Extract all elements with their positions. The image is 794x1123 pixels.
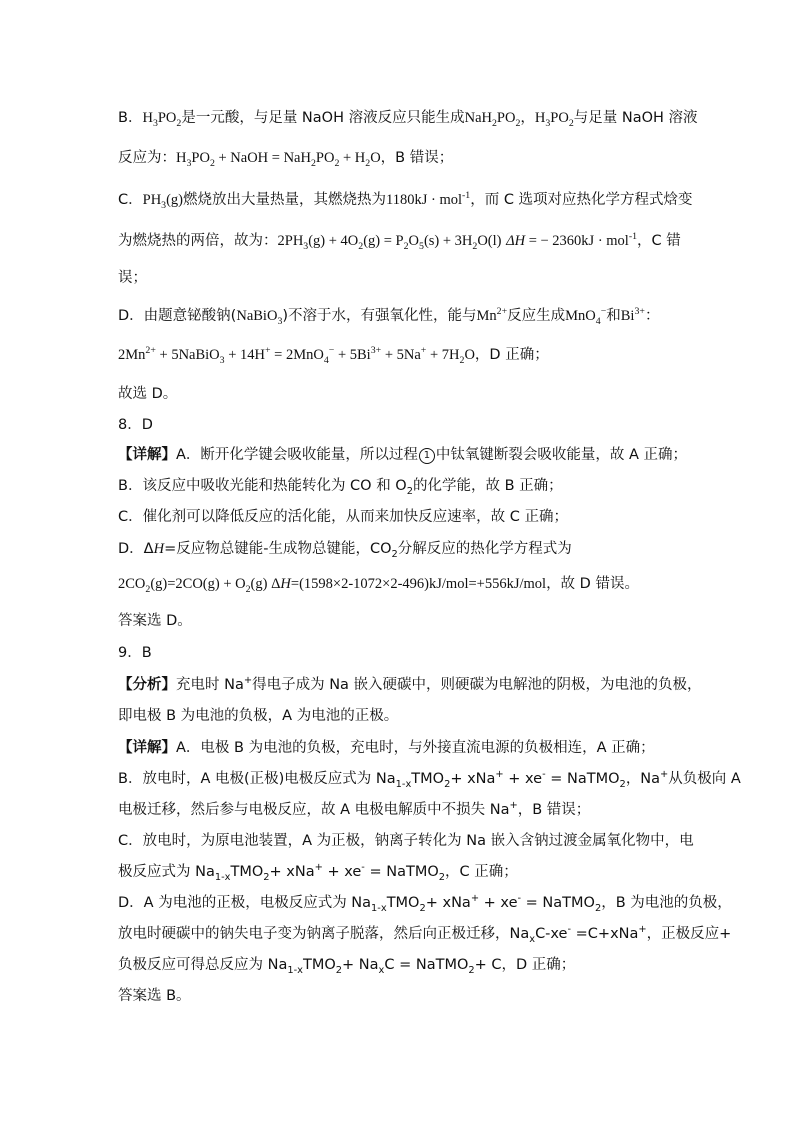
q9-detail-b-line2: 电极迁移，然后参与电极反应，故 A 电极电解质中不损失 Na+，B 错误； [118,800,591,818]
q9-answer: 答案选 B。 [118,988,191,1004]
q8-answer: 答案选 D。 [118,613,192,629]
q7-option-c-line2: 为燃烧热的两倍，故为：$2PH_3(g) + 4O_2(g) = P_2O_5(s) + 3H_2O(l) \Delta H$ = − 2360kJ · mol$^{-1}$，C 错 [118,231,681,252]
q9-detail-c-line2: 极反应式为 $Na_{1-x}TMO_2+ xNa^+ + xe^-$ = NaTMO$_2$，C 正确； [118,862,518,883]
q9-detail-d-line3: 负极反应可得总反应为 $Na_{1-x}TMO_2+ Na_xC$ = NaTMO$_2$+ C，D 正确； [118,957,576,976]
q7-answer: 故选 D。 [118,386,178,402]
q9-analysis-line2: 即电极 B 为电池的负极，A 为电池的正极。 [118,708,399,724]
q7-option-d-line2: $2Mn^{2+}$ + 5NaBiO$_3$ + $14H^+ = 2MnO_4^- + 5Bi^{3+} + 5Na^+ + 7H_2O$，D 正确； [118,345,549,366]
q9-detail-c-line1: C．放电时，为原电池装置，A 为正极，钠离子转化为 Na 嵌入含钠过渡金属氧化物中，电 [118,833,694,849]
q9-analysis-line1: 【分析】充电时 Na+得电子成为 Na 嵌入硬碳中，则硬碳为电解池的阴极，为电池的负极， [118,675,702,693]
q9-detail-d-line2: 放电时硬碳中的钠失电子变为钠离子脱落，然后向正极迁移，$Na_xC-xe^- =C+xNa^+$，正极反应+ [118,924,732,945]
q8-detail-d: D．ΔH=反应物总键能-生成物总键能，$CO_2$分解反应的热化学方程式为 [118,541,572,560]
q9-detail-a: 【详解】A．电极 B 为电池的负极，充电时，与外接直流电源的负极相连，A 正确； [118,740,655,756]
q8-detail-b: B．该反应中吸收光能和热能转化为 CO 和 $O_2$的化学能，故 B 正确； [118,478,563,497]
q9-number: 9．B [118,645,152,661]
q8-detail-a: 【详解】A．断开化学键会吸收能量，所以过程 1 中钛氧键断裂会吸收能量，故 A 正确； [118,447,688,463]
circled-number-icon: 1 [419,448,435,464]
q9-detail-b-line1: B．放电时，A 电极(正极)电极反应式为 $Na_{1-x}TMO_2+ xNa^+ + xe^-$ = NaTMO$_2$，Na+从负极向 A [118,769,741,790]
q7-option-c-line1: C．$PH_3(g)$燃烧放出大量热量，其燃烧热为1180kJ · mol$^{-1}$，而 C 选项对应热化学方程式焓变 [118,190,693,211]
q7-option-c-line3: 误； [118,270,147,286]
q7-option-b-line1: B．$H_3PO_2$是一元酸，与足量 NaOH 溶液反应只能生成$NaH_2PO_2$，$H_3PO_2$与足量 NaOH 溶液 [118,110,698,129]
q7-option-d-line1: D．由题意铋酸钠(NaBiO$_3$)不溶于水，有强氧化性，能与$Mn^{2+}$反应生成MnO$_4$−和$Bi^{3+}$： [118,306,660,327]
q8-detail-c: C．催化剂可以降低反应的活化能，从而来加快反应速率，故 C 正确； [118,509,568,525]
q9-detail-d-line1: D．A 为电池的正极，电极反应式为 $Na_{1-x}TMO_2+ xNa^+ + xe^-$ = NaTMO$_2$，B 为电池的负极， [118,893,732,914]
q8-number: 8．D [118,417,153,433]
q8-equation: $2CO_2(g)=2CO(g) + O_2(g)$ ΔH=(1598×2-1072×2-496)kJ/mol=+556kJ/mol，故 D 错误。 [118,576,639,595]
q7-option-b-line2: 反应为：$H_3PO_2$ + NaOH = $NaH_2PO_2 + H_2O$，B 错误； [118,150,454,169]
